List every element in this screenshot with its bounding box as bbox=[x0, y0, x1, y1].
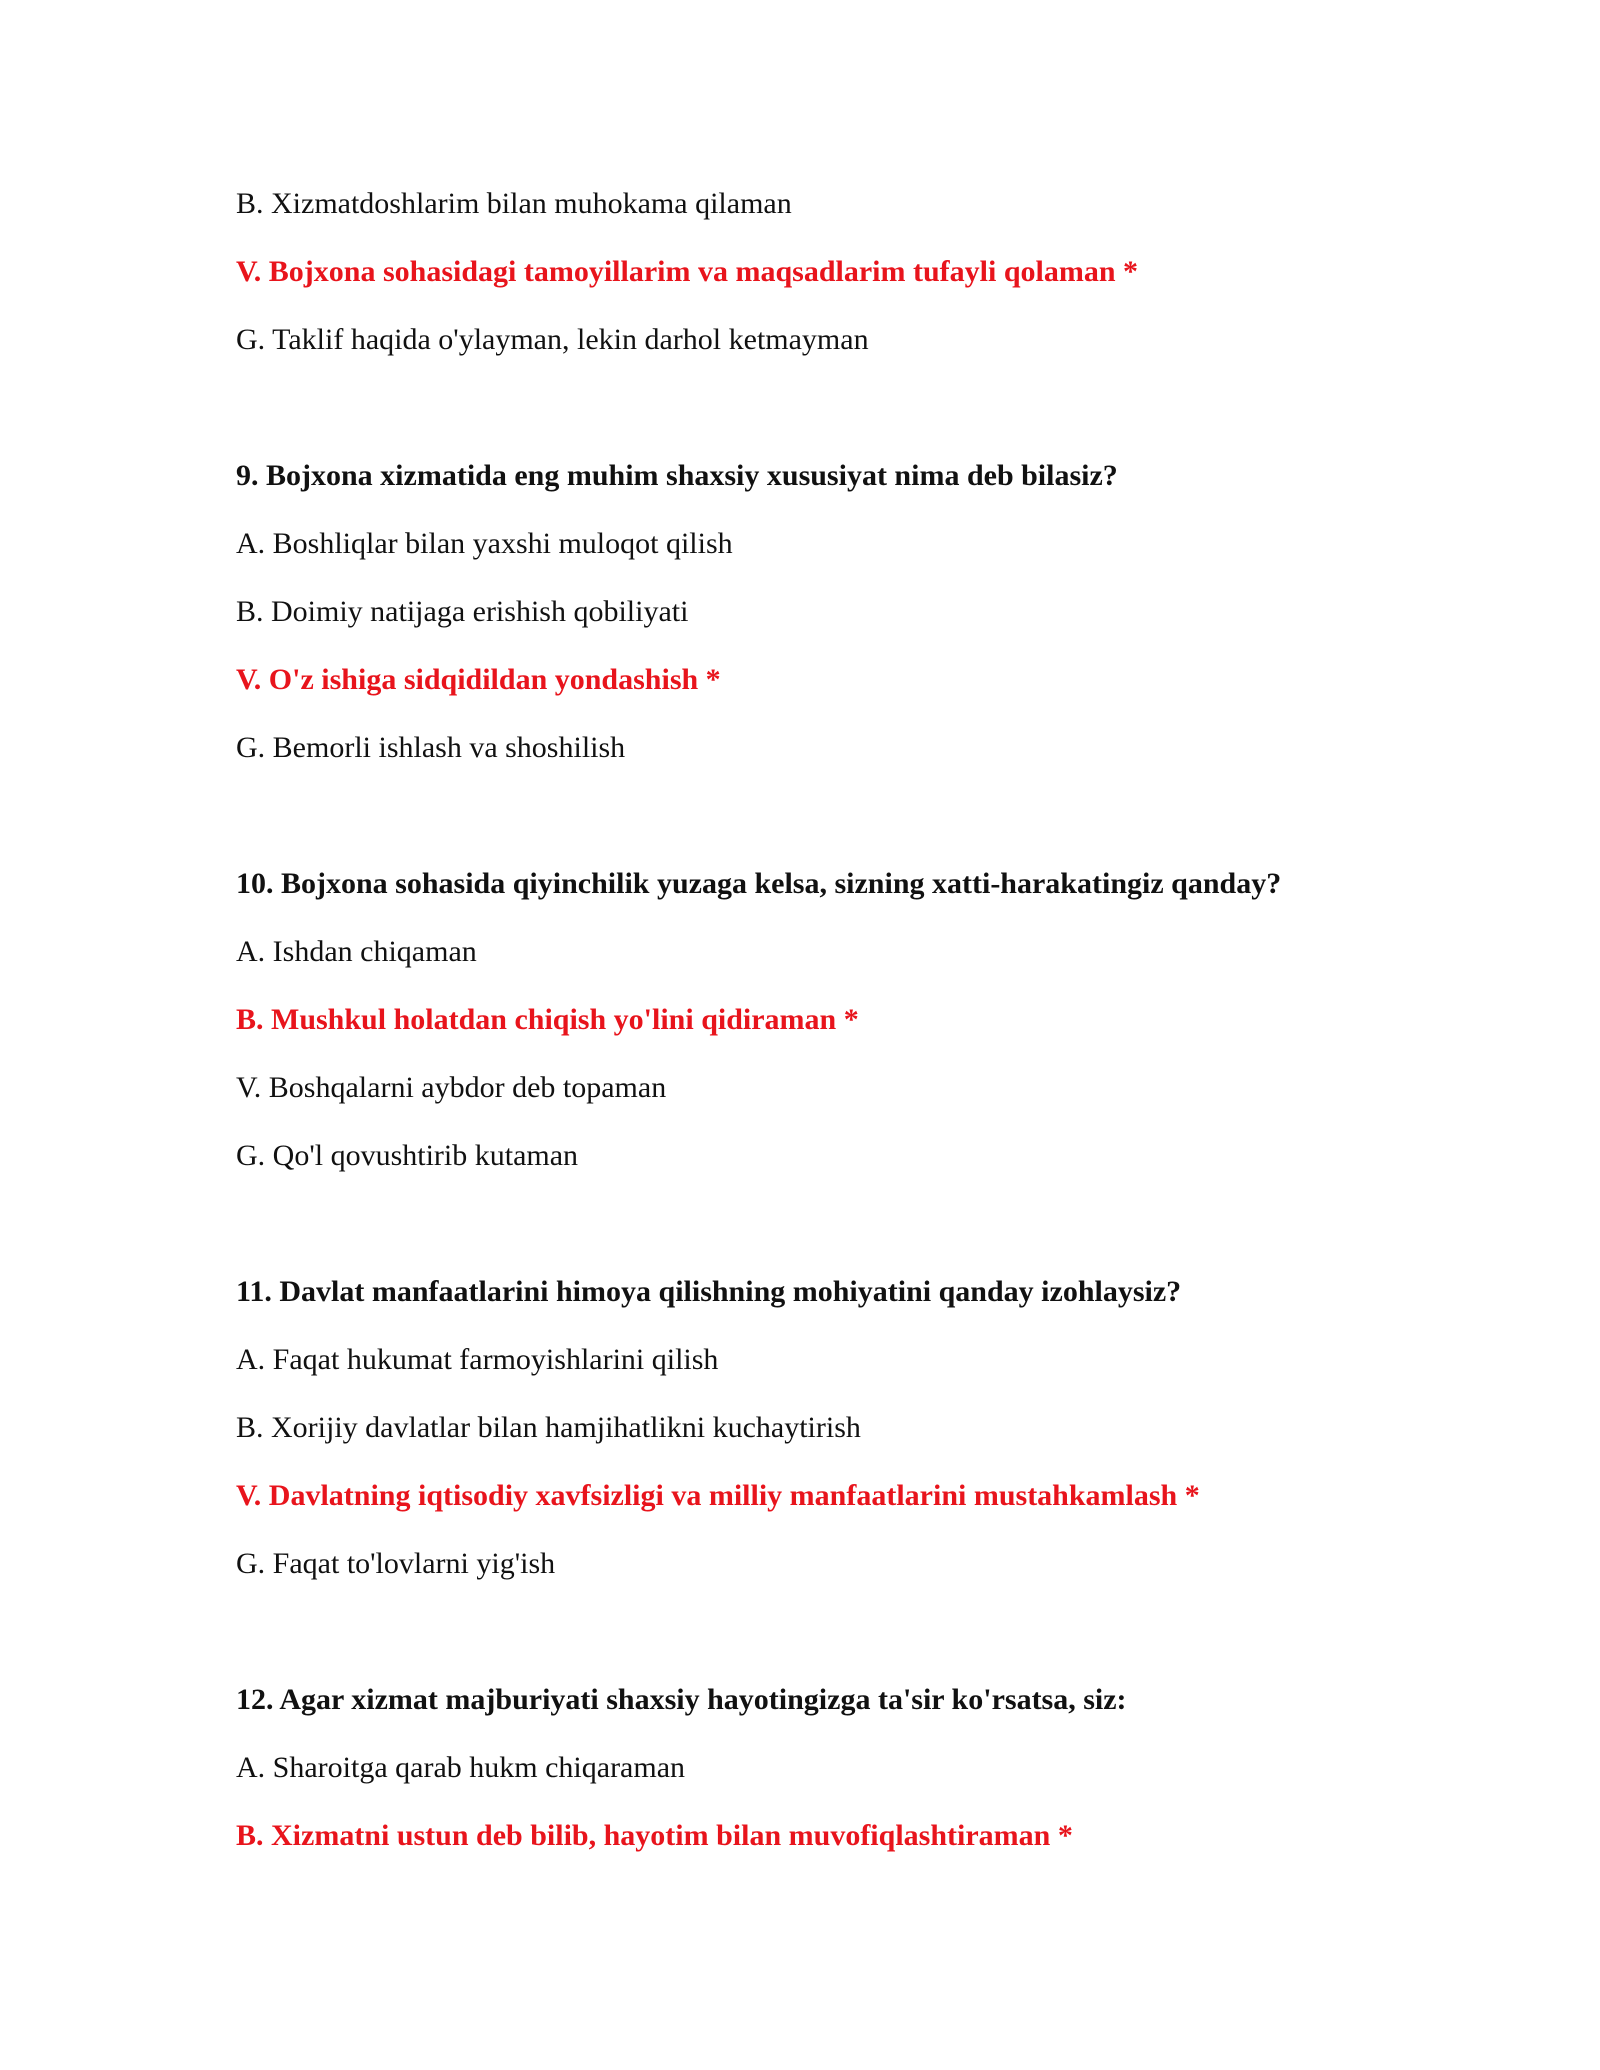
answer-option: A. Ishdan chiqaman bbox=[236, 935, 477, 968]
answer-option: G. Taklif haqida o'ylayman, lekin darhol ketmayman bbox=[236, 323, 869, 356]
correct-answer-option: V. Davlatning iqtisodiy xavfsizligi va milliy manfaatlarini mustahkamlash * bbox=[236, 1479, 1200, 1512]
answer-option: G. Qo'l qovushtirib kutaman bbox=[236, 1139, 579, 1172]
correct-answer-option: V. O'z ishiga sidqidildan yondashish * bbox=[236, 663, 721, 696]
answer-option: V. Boshqalarni aybdor deb topaman bbox=[236, 1071, 667, 1104]
answer-option: B. Xorijiy davlatlar bilan hamjihatlikni kuchaytirish bbox=[236, 1411, 861, 1444]
answer-option: B. Doimiy natijaga erishish qobiliyati bbox=[236, 595, 689, 628]
question-10: 10. Bojxona sohasida qiyinchilik yuzaga kelsa, sizning xatti-harakatingiz qanday? bbox=[236, 867, 1282, 900]
answer-option: A. Boshliqlar bilan yaxshi muloqot qilish bbox=[236, 527, 733, 560]
answer-option: G. Faqat to'lovlarni yig'ish bbox=[236, 1547, 556, 1580]
correct-answer-option: B. Xizmatni ustun deb bilib, hayotim bilan muvofiqlashtiraman * bbox=[236, 1819, 1073, 1852]
answer-option: G. Bemorli ishlash va shoshilish bbox=[236, 731, 626, 764]
document-content bbox=[236, 186, 1436, 1886]
answer-option: A. Sharoitga qarab hukm chiqaraman bbox=[236, 1751, 686, 1784]
question-9: 9. Bojxona xizmatida eng muhim shaxsiy xususiyat nima deb bilasiz? bbox=[236, 459, 1118, 492]
correct-answer-option: V. Bojxona sohasidagi tamoyillarim va maqsadlarim tufayli qolaman * bbox=[236, 255, 1139, 288]
answer-option: A. Faqat hukumat farmoyishlarini qilish bbox=[236, 1343, 719, 1376]
answer-option: B. Xizmatdoshlarim bilan muhokama qilaman bbox=[236, 187, 792, 220]
question-12: 12. Agar xizmat majburiyati shaxsiy hayotingizga ta'sir ko'rsatsa, siz: bbox=[236, 1683, 1127, 1716]
question-11: 11. Davlat manfaatlarini himoya qilishning mohiyatini qanday izohlaysiz? bbox=[236, 1275, 1182, 1308]
correct-answer-option: B. Mushkul holatdan chiqish yo'lini qidiraman * bbox=[236, 1003, 859, 1036]
